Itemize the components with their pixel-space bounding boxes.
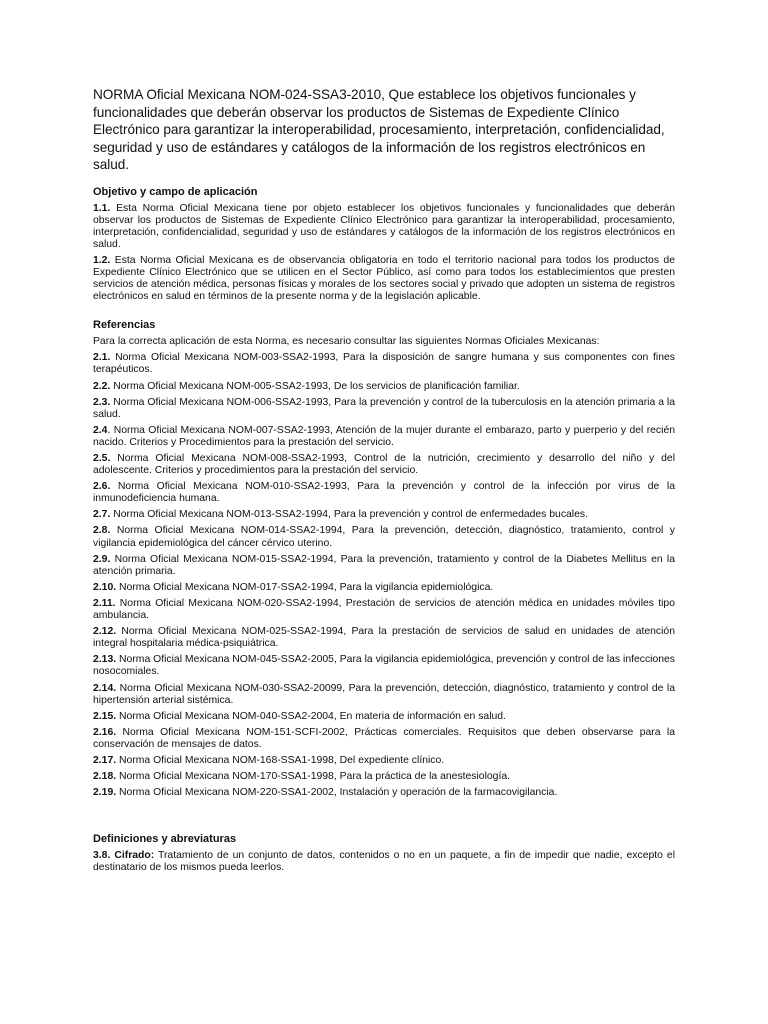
reference-number: 2.2. xyxy=(93,380,111,392)
reference-number: 2.8. xyxy=(93,525,111,537)
reference-text: Norma Oficial Mexicana NOM-030-SSA2-20099, Para la prevención, detección, diagnóstico, tratamiento y control de la hipertensión arterial sistémica. xyxy=(93,682,675,706)
reference-item xyxy=(93,582,675,594)
reference-text: Norma Oficial Mexicana NOM-170-SSA1-1998, Para la práctica de la anestesiología. xyxy=(116,771,511,783)
reference-text: Norma Oficial Mexicana NOM-045-SSA2-2005, Para la vigilancia epidemiológica, prevención y control de las infecciones nosocomiales. xyxy=(93,654,675,678)
section-definiciones xyxy=(93,833,675,874)
section-heading-objetivo: Objetivo y campo de aplicación xyxy=(93,185,258,198)
reference-text: . Norma Oficial Mexicana NOM-007-SSA2-1993, Atención de la mujer durante el embarazo, parto y puerperio y del recién nacido. Criterios y Procedimientos para la prestación del servicio. xyxy=(93,424,675,448)
reference-item xyxy=(93,727,675,751)
definition-text: Tratamiento de un conjunto de datos, contenidos o no en un paquete, a fin de impedir que nadie, excepto el destinatario de los mismos pueda leerlos. xyxy=(93,850,676,874)
reference-item xyxy=(93,453,675,477)
reference-text: Norma Oficial Mexicana NOM-013-SSA2-1994, Para la prevención y control de enfermedades bucales. xyxy=(110,509,588,521)
reference-number: 2.3. xyxy=(93,396,111,408)
reference-text: Norma Oficial Mexicana NOM-008-SSA2-1993, Control de la nutrición, crecimiento y desarrollo del niño y del adolescente. Criterios y procedimientos para la prestación del servicio. xyxy=(93,453,675,477)
reference-item xyxy=(93,381,675,393)
section-objetivo xyxy=(93,186,675,304)
reference-item xyxy=(93,525,675,549)
reference-text: Norma Oficial Mexicana NOM-010-SSA2-1993, Para la prevención y control de la infección por virus de la inmunodeficiencia humana. xyxy=(93,481,675,505)
referencias-intro: Para la correcta aplicación de esta Norma, es necesario consultar las siguientes Normas Oficiales Mexicanas: xyxy=(93,336,600,348)
definition-term: Cifrado: xyxy=(110,850,155,862)
clause-number: 3.8. xyxy=(93,850,111,862)
reference-item xyxy=(93,626,675,650)
reference-number: 2.10. xyxy=(93,581,117,593)
reference-number: 2.16. xyxy=(93,726,117,738)
section-heading-referencias: Referencias xyxy=(93,319,156,332)
reference-text: Norma Oficial Mexicana NOM-006-SSA2-1993, Para la prevención y control de la tuberculosis en la atención primaria a la salud. xyxy=(93,396,675,420)
reference-item xyxy=(93,397,675,421)
reference-item xyxy=(93,554,675,578)
clause-text: Esta Norma Oficial Mexicana tiene por objeto establecer los objetivos funcionales y funcionalidades que deberán observar los productos de Sistemas de Expediente Clínico Electrónico para garantizar la interoperabilidad, procesamiento, interpretación, confidencialidad, seguridad y uso de estándares y catálogos de la información de los registros electrónicos en salud. xyxy=(93,202,675,250)
reference-item xyxy=(93,654,675,678)
reference-list xyxy=(93,352,675,799)
reference-item xyxy=(93,509,675,521)
reference-number: 2.17. xyxy=(93,754,117,766)
reference-number: 2.1. xyxy=(93,352,111,364)
reference-text: Norma Oficial Mexicana NOM-015-SSA2-1994, Para la prevención, tratamiento y control de la Diabetes Mellitus en la atención primaria. xyxy=(93,553,675,577)
reference-item xyxy=(93,771,675,783)
reference-text: Norma Oficial Mexicana NOM-020-SSA2-1994, Prestación de servicios de atención médica en unidades móviles tipo ambulancia. xyxy=(93,597,675,622)
reference-number: 2.7. xyxy=(93,509,111,521)
reference-number: 2.14. xyxy=(93,682,117,694)
reference-item xyxy=(93,598,675,622)
reference-number: 2.5. xyxy=(93,453,111,464)
reference-number: 2.12. xyxy=(93,626,117,638)
clause-1-2 xyxy=(93,255,675,303)
reference-number: 2.11. xyxy=(93,597,116,609)
reference-item xyxy=(93,711,675,723)
clause-1-1 xyxy=(93,203,675,251)
reference-number: 2.18. xyxy=(93,771,117,783)
reference-number: 2.13. xyxy=(93,654,117,666)
reference-item xyxy=(93,481,675,505)
reference-item xyxy=(93,683,675,707)
reference-text: Norma Oficial Mexicana NOM-040-SSA2-2004, En materia de información en salud. xyxy=(116,710,506,722)
reference-number: 2.4 xyxy=(93,424,108,436)
section-heading-definiciones: Definiciones y abreviaturas xyxy=(93,833,237,846)
reference-item xyxy=(93,425,675,449)
reference-text: Norma Oficial Mexicana NOM-168-SSA1-1998, Del expediente clínico. xyxy=(116,754,445,766)
reference-text: Norma Oficial Mexicana NOM-003-SSA2-1993, Para la disposición de sangre humana y sus componentes con fines terapéuticos. xyxy=(93,352,675,376)
section-referencias xyxy=(93,319,675,799)
reference-item xyxy=(93,352,675,376)
clause-number: 1.1. xyxy=(93,202,111,214)
reference-text: Norma Oficial Mexicana NOM-025-SSA2-1994, Para la prestación de servicios de salud en unidades de atención integral hospitalaria médica-psiquiátrica. xyxy=(93,626,675,650)
reference-item xyxy=(93,787,675,799)
reference-number: 2.19. xyxy=(93,787,117,799)
reference-number: 2.9. xyxy=(93,553,111,565)
spacer xyxy=(93,803,675,833)
clause-text: Esta Norma Oficial Mexicana es de observancia obligatoria en todo el territorio nacional para todos los productos de Expediente Clínico Electrónico que se utilicen en el Sector Público, así como para todos los establecimientos que presten servicios de atención médica, personas físicas y morales de los sectores social y privado que adopten un sistema de registros electrónicos en salud en términos de la presente norma y de la legislación aplicable. xyxy=(93,254,675,303)
reference-text: Norma Oficial Mexicana NOM-017-SSA2-1994, Para la vigilancia epidemiológica. xyxy=(116,581,494,593)
clause-number: 1.2. xyxy=(93,254,111,266)
reference-text: Norma Oficial Mexicana NOM-014-SSA2-1994, Para la prevención, detección, diagnóstico, tratamiento, control y vigilancia epidemiológica del cáncer cérvico uterino. xyxy=(93,525,675,549)
definition-3-8 xyxy=(93,850,675,874)
document-title: NORMA Oficial Mexicana NOM-024-SSA3-2010, Que establece los objetivos funcionales y funcionalidades que deberán observar los productos de Sistemas de Expediente Clínico Electrónico para garantizar la interoperabilidad, procesamiento, interpretación, confidencialidad, seguridad y uso de estándares y catálogos de la información de los registros electrónicos en salud. xyxy=(93,87,665,172)
document-page xyxy=(93,86,675,878)
reference-text: Norma Oficial Mexicana NOM-151-SCFI-2002, Prácticas comerciales. Requisitos que deben observarse para la conservación de mensajes de datos. xyxy=(93,726,675,750)
reference-text: Norma Oficial Mexicana NOM-220-SSA1-2002, Instalación y operación de la farmacovigilancia. xyxy=(116,787,558,799)
spacer xyxy=(93,307,675,319)
reference-item xyxy=(93,755,675,767)
reference-number: 2.6. xyxy=(93,481,111,493)
reference-text: Norma Oficial Mexicana NOM-005-SSA2-1993, De los servicios de planificación familiar. xyxy=(110,380,520,392)
reference-number: 2.15. xyxy=(93,710,117,722)
